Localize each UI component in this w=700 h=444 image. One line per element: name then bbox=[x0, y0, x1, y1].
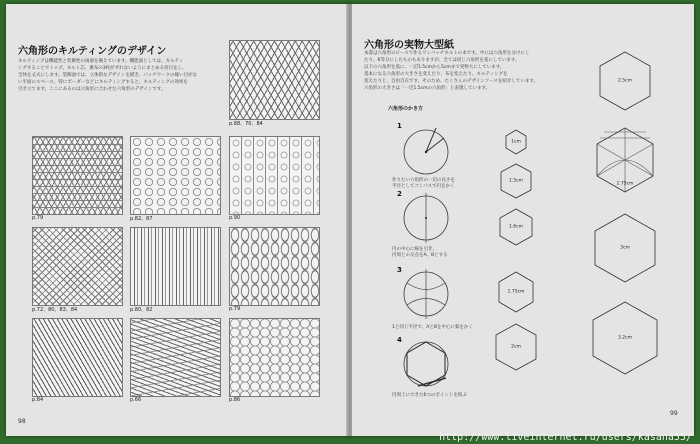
tile-caption: p.79 bbox=[32, 215, 44, 221]
tile-caption: p.79 bbox=[229, 306, 241, 312]
pattern-tile bbox=[32, 136, 123, 215]
step-note: 1と同じ半径で、AとBを中心に弧をかく bbox=[392, 325, 473, 330]
howto-title: 六角形のかき方 bbox=[388, 106, 424, 112]
left-page-title: 六角形のキルティングのデザイン bbox=[18, 46, 167, 57]
page-number: 99 bbox=[670, 410, 678, 417]
watermark-url: http://www.liveinternet.ru/users/kasana55/ bbox=[439, 432, 692, 443]
tile-caption: p.86 bbox=[229, 397, 241, 403]
right-page bbox=[352, 4, 694, 436]
right-intro-end: 六角形の大きさは「一辺1.5cmの六角形」と表現しています。 bbox=[364, 86, 491, 91]
step-number: 4 bbox=[397, 336, 402, 344]
pattern-tile bbox=[229, 136, 320, 215]
tile-caption: p.90 bbox=[229, 215, 241, 221]
step-note: 作りたい六角形の一辺の長さを 半径としてコンパスで円をかく bbox=[392, 178, 455, 189]
hexagon-size-label: 2.5cm bbox=[617, 78, 633, 84]
tile-caption: p.66 bbox=[130, 397, 142, 403]
pattern-tile bbox=[130, 227, 221, 306]
step-note: 円周上にできた6つのポイントを結ぶ bbox=[392, 393, 467, 398]
step-number: 1 bbox=[397, 122, 402, 130]
pattern-tile bbox=[229, 318, 320, 397]
step-number: 3 bbox=[397, 266, 402, 274]
hexagon-size-label: 1cm bbox=[511, 139, 521, 145]
right-intro-text: 本書は六角形のピースで作るワンパッチキルトの本です。中には六角形を分けにし たり、6等分にしたものもありますが、全ては同じ六角形を基にしています。 以下の六角形を基に、一辺1.5cmから5cmまで実物大にしています。 基本になる六角形の大きさを変えたり、布を変えたり、キルティングを 変えたりと、自由自在です。そのため、たくさんのデザインソースを紹介しています。 bbox=[364, 51, 539, 84]
hexagon-size-label: 2cm bbox=[511, 344, 521, 350]
tile-caption: p.80、82 bbox=[130, 307, 153, 313]
step-number: 2 bbox=[397, 190, 402, 198]
step-note: 円の中心に線を引き、 円周との交点をA、Bとする bbox=[392, 247, 448, 258]
pattern-tile bbox=[229, 227, 320, 306]
open-book bbox=[6, 4, 694, 436]
tile-caption: p.82、87 bbox=[130, 216, 153, 222]
left-intro-text: キルティングは機能性と装飾性の両面を備えています。機能面としては、キルティ ングすることでトップ、キルト芯、裏布の3枚がずれないようにまとめる役目をし、 全体を丈夫にします。装飾面では、立体的なデザインを描き、パッチワークの縫い目がな い平面のスペース、特にボーダーなどにキルティングすると、キルティングの効果を 引き立てます。ここにあるのは六角形に合わせた六角形のデザインです。 bbox=[18, 59, 198, 92]
tile-caption: p.72、80、83、84 bbox=[32, 307, 78, 313]
hexagon-size-label: 2.75cm bbox=[616, 181, 634, 187]
pattern-tile bbox=[32, 227, 123, 306]
hexagon-size-label: 3.2cm bbox=[617, 335, 633, 341]
pattern-tile bbox=[32, 318, 123, 397]
pattern-tile bbox=[229, 40, 320, 120]
pattern-tile bbox=[130, 136, 221, 215]
right-page-title: 六角形の実物大型紙 bbox=[364, 40, 454, 51]
hexagon-size-label: 3cm bbox=[620, 245, 630, 251]
hexagon-size-label: 1.6cm bbox=[508, 224, 524, 230]
page-number: 98 bbox=[18, 418, 26, 425]
tile-caption: p.88、70、84 bbox=[229, 121, 263, 127]
left-page bbox=[6, 4, 348, 436]
hexagon-size-label: 1.5cm bbox=[508, 178, 524, 184]
hexagon-templates bbox=[352, 4, 694, 436]
hexagon-size-label: 1.75cm bbox=[507, 289, 525, 295]
pattern-tile bbox=[130, 318, 221, 397]
tile-caption: p.84 bbox=[32, 397, 44, 403]
